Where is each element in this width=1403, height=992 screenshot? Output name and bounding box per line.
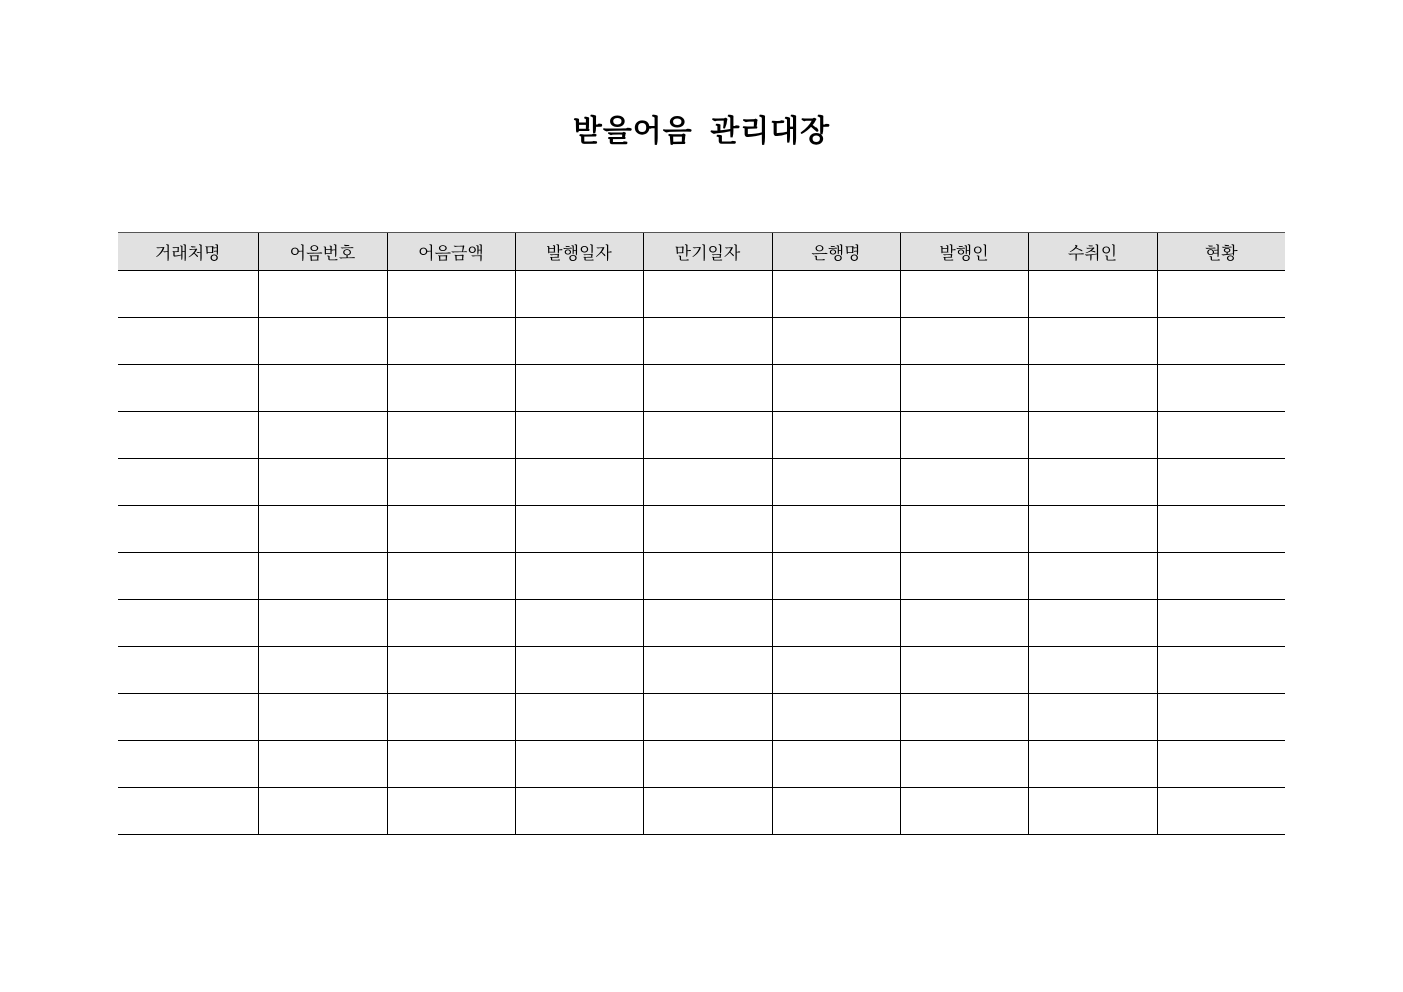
- header-row: [118, 233, 1285, 271]
- table-cell[interactable]: [643, 271, 772, 318]
- table-cell[interactable]: [643, 318, 772, 365]
- table-cell[interactable]: [118, 271, 258, 318]
- table-cell[interactable]: [118, 647, 258, 694]
- column-header-note-number: 어음번호: [258, 233, 387, 271]
- table-cell[interactable]: [258, 788, 387, 835]
- table-cell[interactable]: [387, 412, 515, 459]
- table-cell[interactable]: [772, 506, 900, 553]
- table-row: [118, 788, 1285, 835]
- table-cell[interactable]: [118, 694, 258, 741]
- table-cell[interactable]: [515, 600, 643, 647]
- table-row: [118, 459, 1285, 506]
- table-cell[interactable]: [1157, 741, 1285, 788]
- table-cell[interactable]: [118, 600, 258, 647]
- column-header-due-date: 만기일자: [643, 233, 772, 271]
- table-cell[interactable]: [258, 553, 387, 600]
- table-cell[interactable]: [900, 459, 1028, 506]
- column-header-payee: 수취인: [1028, 233, 1157, 271]
- table-cell[interactable]: [1157, 365, 1285, 412]
- table-cell[interactable]: [643, 694, 772, 741]
- column-header-issuer: 발행인: [900, 233, 1028, 271]
- table-cell[interactable]: [258, 694, 387, 741]
- table-cell[interactable]: [900, 271, 1028, 318]
- table-cell[interactable]: [900, 600, 1028, 647]
- table-cell[interactable]: [118, 365, 258, 412]
- table-cell[interactable]: [1157, 694, 1285, 741]
- table-cell[interactable]: [772, 459, 900, 506]
- table-row: [118, 271, 1285, 318]
- table-cell[interactable]: [772, 365, 900, 412]
- table-cell[interactable]: [772, 412, 900, 459]
- table-cell[interactable]: [1157, 318, 1285, 365]
- table-cell[interactable]: [900, 365, 1028, 412]
- table-cell[interactable]: [258, 506, 387, 553]
- table-cell[interactable]: [1028, 365, 1157, 412]
- table-cell[interactable]: [1157, 788, 1285, 835]
- table-cell[interactable]: [1157, 647, 1285, 694]
- table-cell[interactable]: [900, 788, 1028, 835]
- table-cell[interactable]: [387, 506, 515, 553]
- table-cell[interactable]: [515, 553, 643, 600]
- table-cell[interactable]: [515, 694, 643, 741]
- table-cell[interactable]: [258, 600, 387, 647]
- table-cell[interactable]: [118, 318, 258, 365]
- table-cell[interactable]: [643, 647, 772, 694]
- table-cell[interactable]: [118, 506, 258, 553]
- table-cell[interactable]: [387, 318, 515, 365]
- table-cell[interactable]: [387, 788, 515, 835]
- table-cell[interactable]: [1028, 694, 1157, 741]
- table-cell[interactable]: [900, 741, 1028, 788]
- table-cell[interactable]: [772, 553, 900, 600]
- table-cell[interactable]: [1157, 459, 1285, 506]
- table-cell[interactable]: [258, 318, 387, 365]
- table-cell[interactable]: [1157, 412, 1285, 459]
- table-cell[interactable]: [643, 741, 772, 788]
- table-cell[interactable]: [515, 647, 643, 694]
- table-row: [118, 553, 1285, 600]
- table-cell[interactable]: [515, 459, 643, 506]
- table-cell[interactable]: [387, 365, 515, 412]
- table-row: [118, 741, 1285, 788]
- table-cell[interactable]: [772, 788, 900, 835]
- table-cell[interactable]: [1028, 788, 1157, 835]
- table-cell[interactable]: [900, 553, 1028, 600]
- table-row: [118, 318, 1285, 365]
- page-title: 받을어음 관리대장: [572, 114, 831, 149]
- table-cell[interactable]: [515, 788, 643, 835]
- column-header-bank: 은행명: [772, 233, 900, 271]
- table-cell[interactable]: [1028, 553, 1157, 600]
- table-cell[interactable]: [772, 647, 900, 694]
- column-header-issue-date: 발행일자: [515, 233, 643, 271]
- table-cell[interactable]: [772, 271, 900, 318]
- table-cell[interactable]: [118, 788, 258, 835]
- table-cell[interactable]: [118, 741, 258, 788]
- table-cell[interactable]: [900, 412, 1028, 459]
- table-row: [118, 506, 1285, 553]
- table-row: [118, 365, 1285, 412]
- table-cell[interactable]: [643, 506, 772, 553]
- table-cell[interactable]: [900, 694, 1028, 741]
- table-cell[interactable]: [1028, 600, 1157, 647]
- table-cell[interactable]: [643, 459, 772, 506]
- table-cell[interactable]: [515, 506, 643, 553]
- table-cell[interactable]: [1157, 553, 1285, 600]
- table-cell[interactable]: [515, 318, 643, 365]
- table-cell[interactable]: [258, 271, 387, 318]
- column-header-note-amount: 어음금액: [387, 233, 515, 271]
- table-row: [118, 412, 1285, 459]
- table-cell[interactable]: [118, 412, 258, 459]
- table-cell[interactable]: [772, 694, 900, 741]
- column-header-status: 현황: [1157, 233, 1285, 271]
- table-cell[interactable]: [643, 788, 772, 835]
- table-cell[interactable]: [1157, 271, 1285, 318]
- table-row: [118, 647, 1285, 694]
- column-header-client: 거래처명: [118, 233, 258, 271]
- ledger-table: [118, 232, 1285, 835]
- table-cell[interactable]: [387, 271, 515, 318]
- table-cell[interactable]: [643, 365, 772, 412]
- table-cell[interactable]: [772, 741, 900, 788]
- table-cell[interactable]: [387, 741, 515, 788]
- table-cell[interactable]: [900, 647, 1028, 694]
- table-cell[interactable]: [1028, 271, 1157, 318]
- table-cell[interactable]: [772, 318, 900, 365]
- table-cell[interactable]: [1028, 506, 1157, 553]
- table-cell[interactable]: [258, 741, 387, 788]
- table-cell[interactable]: [1157, 506, 1285, 553]
- table-cell[interactable]: [1028, 318, 1157, 365]
- table-cell[interactable]: [387, 553, 515, 600]
- table-cell[interactable]: [258, 459, 387, 506]
- table-row: [118, 694, 1285, 741]
- table-cell[interactable]: [643, 412, 772, 459]
- table-cell[interactable]: [387, 694, 515, 741]
- table-cell[interactable]: [1028, 741, 1157, 788]
- table-cell[interactable]: [515, 365, 643, 412]
- table-row: [118, 600, 1285, 647]
- table-cell[interactable]: [643, 600, 772, 647]
- table-cell[interactable]: [515, 271, 643, 318]
- table-cell[interactable]: [258, 365, 387, 412]
- table-cell[interactable]: [118, 459, 258, 506]
- table-cell[interactable]: [258, 647, 387, 694]
- table-cell[interactable]: [1028, 412, 1157, 459]
- table-cell[interactable]: [387, 600, 515, 647]
- table-cell[interactable]: [1028, 459, 1157, 506]
- table-cell[interactable]: [387, 459, 515, 506]
- table-cell[interactable]: [772, 600, 900, 647]
- table-cell[interactable]: [1157, 600, 1285, 647]
- table-cell[interactable]: [118, 553, 258, 600]
- table-cell[interactable]: [387, 647, 515, 694]
- table-cell[interactable]: [900, 318, 1028, 365]
- table-cell[interactable]: [258, 412, 387, 459]
- ledger-body: [118, 271, 1285, 835]
- table-cell[interactable]: [900, 506, 1028, 553]
- table-cell[interactable]: [515, 412, 643, 459]
- table-cell[interactable]: [515, 741, 643, 788]
- table-cell[interactable]: [643, 553, 772, 600]
- table-cell[interactable]: [1028, 647, 1157, 694]
